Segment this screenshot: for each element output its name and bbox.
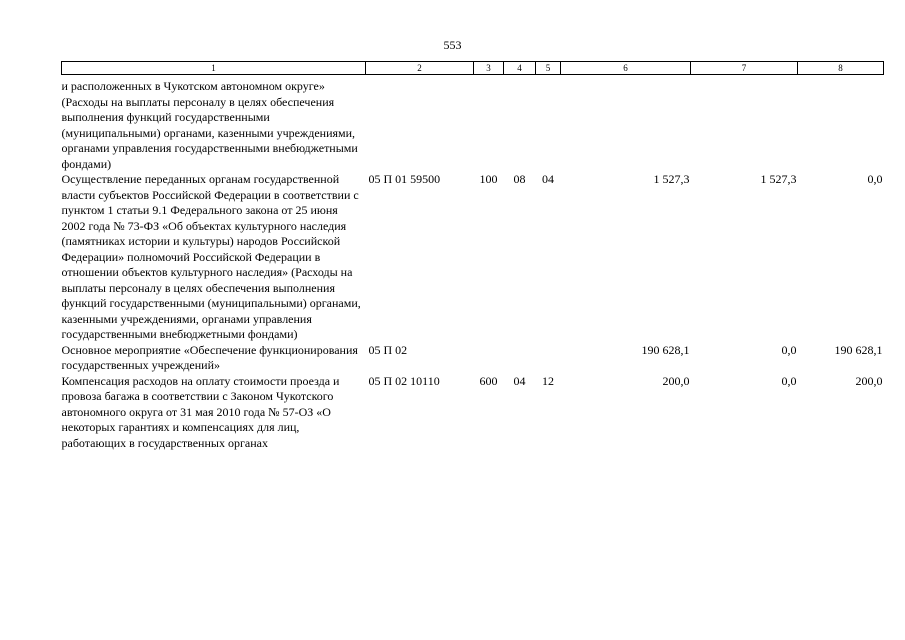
- row-expense-type: 600: [479, 373, 498, 388]
- row-expense-type: [474, 343, 504, 374]
- row-target-code: 05 П 01 59500: [368, 172, 441, 186]
- row-amount-7: 0,0: [781, 373, 797, 388]
- row-name: Основное мероприятие «Обеспечение функционирования государственных учреждений»: [61, 342, 358, 372]
- table-row: [62, 343, 884, 374]
- row-amount-7: 0,0: [781, 342, 797, 357]
- row-target-code: [366, 79, 474, 172]
- header-col-6: 6: [561, 62, 691, 75]
- table-row: [62, 374, 884, 452]
- row-amount-total: 200,0: [662, 373, 690, 388]
- row-amount-total: 1 527,3: [653, 172, 690, 186]
- row-name: Компенсация расходов на оплату стоимости проезда и провоза багажа в соответствии с Законом Чукотского автономного округа от 31 мая 2010 года № 57-ОЗ «О некоторых гарантиях и компенсациях для лиц, работающих в государственных органах: [61, 373, 340, 450]
- row-amount-8: 0,0: [867, 172, 883, 186]
- row-section: 08: [513, 172, 526, 186]
- header-col-7: 7: [691, 62, 798, 75]
- row-amount-8: 200,0: [855, 373, 883, 388]
- row-amount-8: 190 628,1: [834, 342, 883, 357]
- row-amount-total: 190 628,1: [641, 342, 690, 357]
- row-section: [504, 343, 536, 374]
- row-name: и расположенных в Чукотском автономном округе» (Расходы на выплаты персоналу в целях обеспечения выполнения функций государственными (муниципальными) органами, казенными учреждениями, органами управления государственными внебюджетными фондами): [61, 79, 358, 171]
- row-amount-8: [798, 79, 884, 172]
- row-subsection: [536, 79, 561, 172]
- row-subsection: [536, 343, 561, 374]
- table-body: [62, 75, 884, 452]
- header-row: [62, 62, 884, 75]
- row-amount-7: 1 527,3: [760, 172, 797, 186]
- row-target-code: 05 П 02 10110: [368, 373, 440, 388]
- table-header: [62, 62, 884, 75]
- budget-table: [61, 61, 884, 451]
- row-amount-total: [561, 79, 691, 172]
- header-col-5: 5: [536, 62, 561, 75]
- row-target-code: 05 П 02: [368, 342, 408, 357]
- table-row: [62, 172, 884, 343]
- page-number: 553: [443, 38, 462, 52]
- row-expense-type: 100: [479, 172, 498, 186]
- header-col-1: 1: [62, 62, 366, 75]
- row-section: [504, 79, 536, 172]
- row-expense-type: [474, 79, 504, 172]
- table-row: [62, 79, 884, 172]
- header-col-2: 2: [366, 62, 474, 75]
- row-subsection: 04: [542, 172, 554, 186]
- row-name: Осуществление переданных органам государственной власти субъектов Российской Федерации в соответствии с пунктом 1 статьи 9.1 Федерального закона от 25 июня 2002 года № 73-ФЗ «Об объектах культурного наследия (памятниках истории и культуры) народов Российской Федерации» полномочий Российской Федерации в отношении объектов культурного наследия» (Расходы на выплаты персоналу в целях обеспечения выполнения функций государственными (муниципальными) органами, казенными учреждениями, органами управления государственными внебюджетными фондами): [61, 172, 361, 341]
- row-amount-7: [691, 79, 798, 172]
- header-col-3: 3: [474, 62, 504, 75]
- row-section: 04: [513, 373, 526, 388]
- row-subsection: 12: [542, 373, 554, 388]
- header-col-4: 4: [504, 62, 536, 75]
- header-col-8: 8: [798, 62, 884, 75]
